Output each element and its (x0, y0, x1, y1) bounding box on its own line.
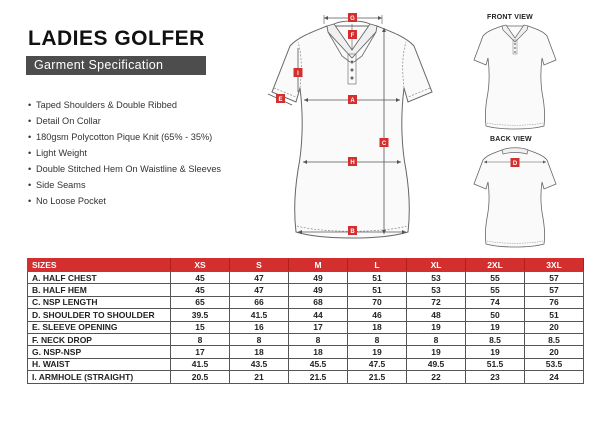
table-row (28, 296, 584, 308)
table-cell: 18 (289, 346, 348, 358)
back-view-illustration (470, 146, 560, 250)
table-cell: 8 (230, 333, 289, 345)
table-cell: 8.5 (466, 333, 525, 345)
table-cell: 18 (230, 346, 289, 358)
table-cell: D. SHOULDER TO SHOULDER (28, 309, 171, 321)
table-cell: 8 (289, 333, 348, 345)
table-row (28, 309, 584, 321)
table-cell: 53 (407, 272, 466, 284)
svg-text:G: G (350, 16, 355, 22)
table-row (28, 358, 584, 370)
table-cell: 24 (525, 371, 584, 383)
size-spec-table (27, 258, 584, 384)
svg-text:C: C (381, 141, 387, 147)
table-cell: 65 (171, 296, 230, 308)
table-row (28, 371, 584, 383)
table-cell: 48 (407, 309, 466, 321)
table-cell: 49 (289, 284, 348, 296)
table-header-row (28, 259, 584, 272)
table-cell: 20.5 (171, 371, 230, 383)
front-view-label: FRONT VIEW (487, 14, 533, 21)
table-cell: A. HALF CHEST (28, 272, 171, 284)
table-cell: 21 (230, 371, 289, 383)
table-cell: 22 (407, 371, 466, 383)
table-cell: 51 (348, 284, 407, 296)
table-row (28, 346, 584, 358)
table-cell: F. NECK DROP (28, 333, 171, 345)
table-cell: 19 (348, 346, 407, 358)
table-cell: 39.5 (171, 309, 230, 321)
header-cell: S (230, 259, 289, 272)
front-view-illustration (470, 22, 560, 132)
table-cell: 8 (407, 333, 466, 345)
svg-text:H: H (350, 160, 355, 166)
table-cell: 55 (466, 272, 525, 284)
feature-item: • Taped Shoulders & Double Ribbed (28, 100, 258, 111)
table-cell: 19 (407, 346, 466, 358)
table-cell: 41.5 (171, 358, 230, 370)
table-cell: I. ARMHOLE (STRAIGHT) (28, 371, 171, 383)
table-cell: 51.5 (466, 358, 525, 370)
feature-item: • Light Weight (28, 148, 258, 159)
table-cell: 51 (348, 272, 407, 284)
table-cell: 51 (525, 309, 584, 321)
feature-list (28, 100, 258, 212)
marker-e (276, 94, 285, 103)
page-title: LADIES GOLFER (28, 27, 205, 50)
table-cell: 43.5 (230, 358, 289, 370)
feature-item: • Detail On Collar (28, 116, 258, 127)
table-cell: 41.5 (230, 309, 289, 321)
feature-item: • 180gsm Polycotton Pique Knit (65% - 35%) (28, 132, 258, 143)
marker-c (380, 138, 389, 147)
feature-item: • Double Stitched Hem On Waistline & Sleeves (28, 164, 258, 175)
table-row (28, 321, 584, 333)
table-cell: 76 (525, 296, 584, 308)
table-cell: 68 (289, 296, 348, 308)
marker-d (511, 158, 520, 167)
table-cell: B. HALF HEM (28, 284, 171, 296)
table-cell: 17 (289, 321, 348, 333)
back-view-label: BACK VIEW (490, 136, 532, 143)
header-cell: M (289, 259, 348, 272)
table-cell: 49.5 (407, 358, 466, 370)
table-cell: 20 (525, 321, 584, 333)
marker-h (348, 157, 357, 166)
table-cell: 23 (466, 371, 525, 383)
table-cell: 53 (407, 284, 466, 296)
marker-a (348, 95, 357, 104)
table-cell: 72 (407, 296, 466, 308)
garment-main-illustration (262, 10, 447, 248)
table-cell: H. WAIST (28, 358, 171, 370)
table-row (28, 284, 584, 296)
table-cell: 45 (171, 272, 230, 284)
table-cell: E. SLEEVE OPENING (28, 321, 171, 333)
table-cell: 19 (466, 321, 525, 333)
table-row (28, 272, 584, 284)
header-cell: XS (171, 259, 230, 272)
table-cell: 49 (289, 272, 348, 284)
marker-b (348, 226, 357, 235)
table-cell: 47.5 (348, 358, 407, 370)
table-cell: 21.5 (289, 371, 348, 383)
table-cell: G. NSP-NSP (28, 346, 171, 358)
table-cell: 8.5 (525, 333, 584, 345)
table-cell: 44 (289, 309, 348, 321)
table-cell: 16 (230, 321, 289, 333)
table-cell: 19 (466, 346, 525, 358)
table-cell: 74 (466, 296, 525, 308)
subtitle-bar: Garment Specification (26, 56, 206, 75)
table-cell: C. NSP LENGTH (28, 296, 171, 308)
table-cell: 8 (171, 333, 230, 345)
header-cell: 2XL (466, 259, 525, 272)
table-row (28, 333, 584, 345)
table-cell: 57 (525, 272, 584, 284)
table-cell: 18 (348, 321, 407, 333)
table-cell: 21.5 (348, 371, 407, 383)
svg-text:F: F (350, 33, 355, 39)
svg-text:A: A (350, 98, 355, 104)
table-cell: 17 (171, 346, 230, 358)
header-cell: SIZES (28, 259, 171, 272)
svg-text:D: D (512, 161, 518, 167)
table-cell: 53.5 (525, 358, 584, 370)
marker-g (348, 13, 357, 22)
table-cell: 66 (230, 296, 289, 308)
table-cell: 45 (171, 284, 230, 296)
svg-text:I: I (297, 71, 299, 77)
marker-f (348, 30, 357, 39)
feature-item: • No Loose Pocket (28, 196, 258, 207)
table-cell: 55 (466, 284, 525, 296)
table-cell: 47 (230, 272, 289, 284)
table-cell: 45.5 (289, 358, 348, 370)
table-cell: 57 (525, 284, 584, 296)
feature-item: • Side Seams (28, 180, 258, 191)
svg-text:B: B (350, 229, 355, 235)
svg-text:E: E (278, 97, 283, 103)
header-cell: 3XL (525, 259, 584, 272)
marker-i (294, 68, 303, 77)
table-cell: 70 (348, 296, 407, 308)
table-cell: 19 (407, 321, 466, 333)
header-cell: L (348, 259, 407, 272)
table-cell: 20 (525, 346, 584, 358)
table-cell: 15 (171, 321, 230, 333)
table-cell: 8 (348, 333, 407, 345)
table-cell: 47 (230, 284, 289, 296)
table-cell: 50 (466, 309, 525, 321)
header-cell: XL (407, 259, 466, 272)
table-cell: 46 (348, 309, 407, 321)
